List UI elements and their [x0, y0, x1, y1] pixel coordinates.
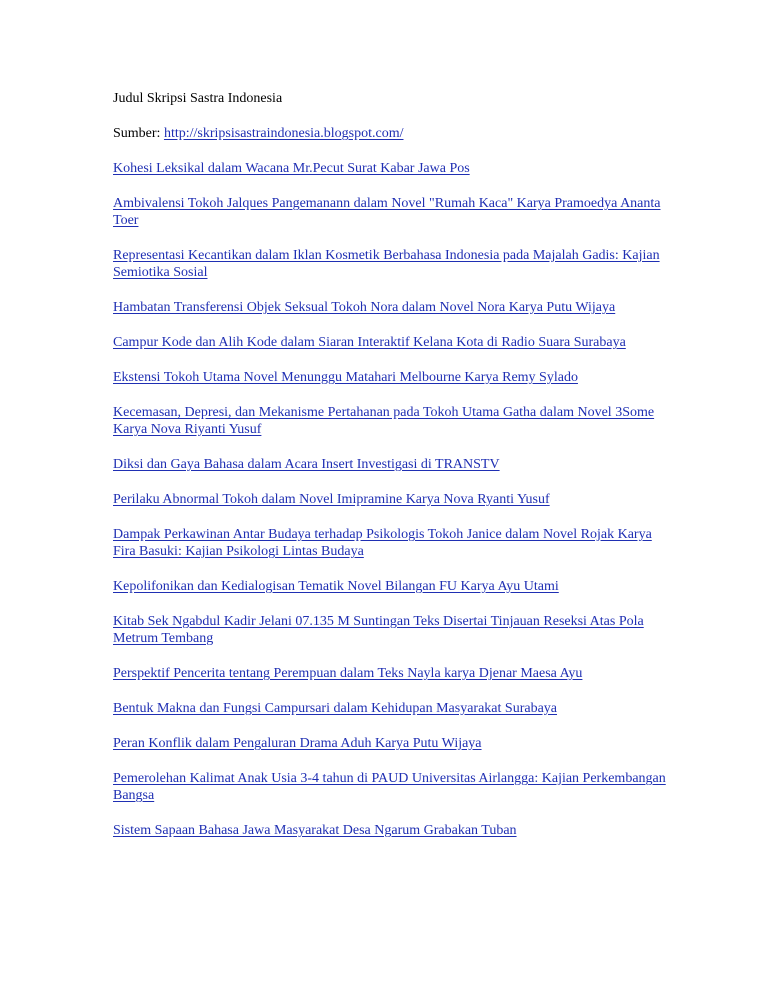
- source-line: [113, 125, 673, 142]
- document-title: Judul Skripsi Sastra Indonesia: [113, 91, 283, 106]
- thesis-title-link[interactable]: Ambivalensi Tokoh Jalques Pangemanann dalam Novel "Rumah Kaca" Karya Pramoedya Ananta Toer: [113, 196, 661, 228]
- thesis-title-link[interactable]: Kohesi Leksikal dalam Wacana Mr.Pecut Surat Kabar Jawa Pos: [113, 161, 470, 176]
- thesis-title-link[interactable]: Bentuk Makna dan Fungsi Campursari dalam Kehidupan Masyarakat Surabaya: [113, 701, 558, 716]
- list-item: [113, 334, 673, 351]
- list-item: [113, 735, 673, 752]
- list-item: [113, 247, 673, 281]
- list-item: [113, 160, 673, 177]
- thesis-title-link[interactable]: Hambatan Transferensi Objek Seksual Tokoh Nora dalam Novel Nora Karya Putu Wijaya: [113, 300, 616, 315]
- list-item: [113, 195, 673, 229]
- thesis-title-list: [113, 160, 673, 839]
- thesis-title-link[interactable]: Sistem Sapaan Bahasa Jawa Masyarakat Desa Ngarum Grabakan Tuban: [113, 823, 517, 838]
- thesis-title-link[interactable]: Kecemasan, Depresi, dan Mekanisme Pertahanan pada Tokoh Utama Gatha dalam Novel 3Some Karya Nova Riyanti Yusuf: [113, 405, 655, 437]
- document-page: [113, 90, 673, 857]
- thesis-title-link[interactable]: Peran Konflik dalam Pengaluran Drama Aduh Karya Putu Wijaya: [113, 736, 482, 751]
- source-label: Sumber:: [113, 126, 164, 141]
- thesis-title-link[interactable]: Kepolifonikan dan Kedialogisan Tematik Novel Bilangan FU Karya Ayu Utami: [113, 579, 559, 594]
- list-item: [113, 770, 673, 804]
- list-item: [113, 404, 673, 438]
- thesis-title-link[interactable]: Dampak Perkawinan Antar Budaya terhadap Psikologis Tokoh Janice dalam Novel Rojak Karya Fira Basuki: Kajian Psikologi Lintas Budaya: [113, 527, 652, 559]
- list-item: [113, 456, 673, 473]
- list-item: [113, 665, 673, 682]
- list-item: [113, 526, 673, 560]
- thesis-title-link[interactable]: Perilaku Abnormal Tokoh dalam Novel Imipramine Karya Nova Ryanti Yusuf: [113, 492, 550, 507]
- thesis-title-link[interactable]: Representasi Kecantikan dalam Iklan Kosmetik Berbahasa Indonesia pada Majalah Gadis: Kajian Semiotika Sosial: [113, 248, 660, 280]
- thesis-title-link[interactable]: Kitab Sek Ngabdul Kadir Jelani 07.135 M Suntingan Teks Disertai Tinjauan Reseksi Atas Pola Metrum Tembang: [113, 614, 644, 646]
- thesis-title-link[interactable]: Ekstensi Tokoh Utama Novel Menunggu Matahari Melbourne Karya Remy Sylado: [113, 370, 578, 385]
- list-item: [113, 700, 673, 717]
- list-item: [113, 369, 673, 386]
- list-item: [113, 613, 673, 647]
- list-item: [113, 299, 673, 316]
- thesis-title-link[interactable]: Campur Kode dan Alih Kode dalam Siaran Interaktif Kelana Kota di Radio Suara Surabaya: [113, 335, 626, 350]
- thesis-title-link[interactable]: Diksi dan Gaya Bahasa dalam Acara Insert Investigasi di TRANSTV: [113, 457, 500, 472]
- thesis-title-link[interactable]: Perspektif Pencerita tentang Perempuan dalam Teks Nayla karya Djenar Maesa Ayu: [113, 666, 583, 681]
- list-item: [113, 822, 673, 839]
- list-item: [113, 491, 673, 508]
- list-item: [113, 578, 673, 595]
- thesis-title-link[interactable]: Pemerolehan Kalimat Anak Usia 3-4 tahun di PAUD Universitas Airlangga: Kajian Perkembangan Bangsa: [113, 771, 666, 803]
- source-link[interactable]: http://skripsisastraindonesia.blogspot.com/: [163, 126, 404, 141]
